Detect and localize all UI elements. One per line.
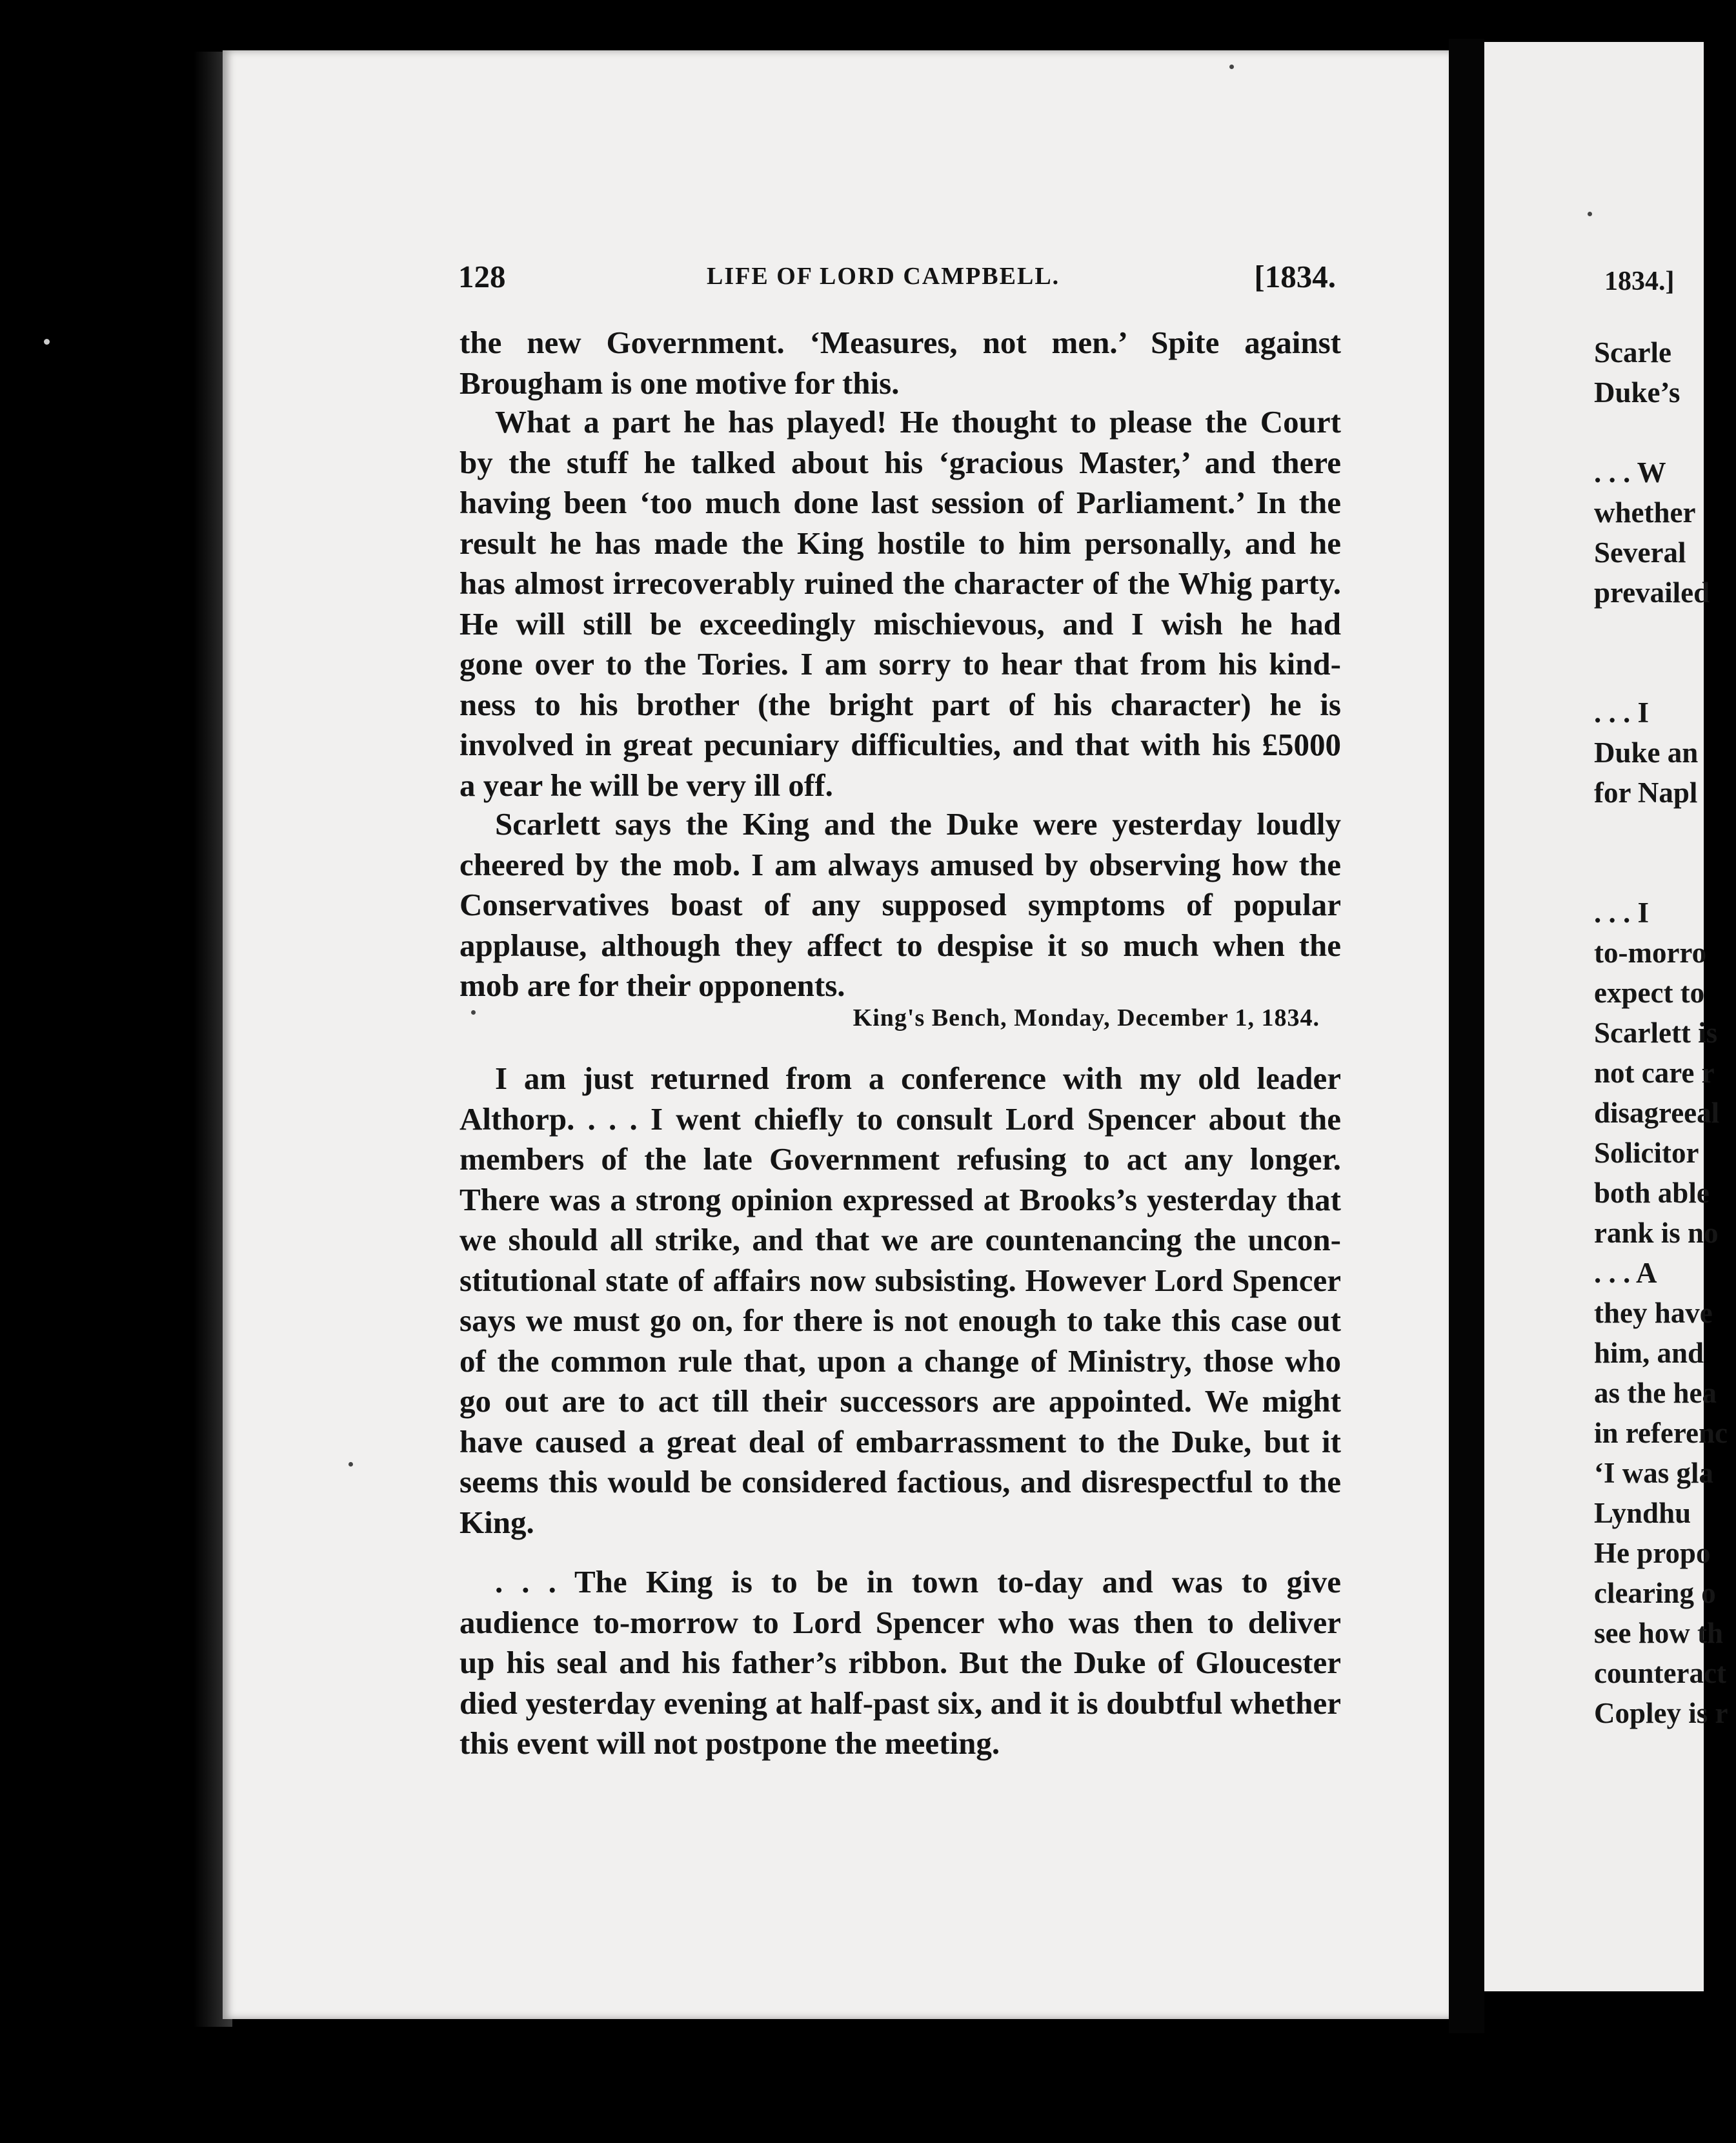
right-text-line: He propo <box>1594 1537 1711 1569</box>
text-line: a year he will be very ill off. <box>459 767 833 803</box>
right-text-line: him, and <box>1594 1337 1704 1369</box>
text-line: cheered by the mob. I am always amused by observing how the <box>459 846 1341 882</box>
page-speck <box>1588 212 1592 216</box>
text-line: Conservatives boast of any supposed symptoms of popular <box>459 887 1341 922</box>
right-text-line <box>1594 853 1736 893</box>
right-text-line: see how th <box>1594 1617 1723 1649</box>
text-line: result he has made the King hostile to him personally, and he <box>459 525 1341 561</box>
text-line: mob are for their opponents. <box>459 968 845 1003</box>
right-text-line: . . . I <box>1594 897 1650 929</box>
right-text-line <box>1594 653 1736 693</box>
right-text-line: Scarlett is <box>1594 1017 1718 1049</box>
paragraph-3 <box>459 804 1341 1006</box>
text-line: applause, although they affect to despise it so much when the <box>459 927 1341 963</box>
text-line: says we must go on, for there is not enough to take this case out <box>459 1303 1341 1338</box>
right-page-text-fragment <box>1594 332 1736 1733</box>
right-text-line: . . . I <box>1594 696 1650 729</box>
text-line: members of the late Government refusing to act any longer. <box>459 1141 1341 1177</box>
paragraph-2 <box>459 402 1341 806</box>
text-line: I am just returned from a conference with my old leader <box>495 1061 1341 1096</box>
text-line: stitutional state of affairs now subsisting. However Lord Spencer <box>459 1262 1341 1298</box>
right-text-line: Duke an <box>1594 736 1699 769</box>
page-speck <box>44 339 50 345</box>
right-text-line <box>1594 613 1736 653</box>
text-line: . . . The King is to be in town to-day and was to give <box>495 1564 1341 1600</box>
right-text-line: disagreeal <box>1594 1097 1720 1129</box>
right-text-line: they have <box>1594 1297 1713 1329</box>
page-speck <box>1229 65 1234 69</box>
text-line: gone over to the Tories. I am sorry to hear that from his kind- <box>459 646 1341 682</box>
text-line: up his seal and his father’s ribbon. But the Duke of Gloucester <box>459 1645 1341 1680</box>
text-line: Brougham is one motive for this. <box>459 365 900 401</box>
right-text-line: Duke’s <box>1594 376 1680 409</box>
text-line: the new Government. ‘Measures, not men.’ Spite against <box>459 325 1341 360</box>
right-text-line: Solicitor <box>1594 1137 1699 1169</box>
right-page-header-year: 1834.] <box>1604 267 1675 296</box>
text-line: having been ‘too much done last session of Parliament.’ In the <box>459 485 1341 520</box>
text-line: this event will not postpone the meeting. <box>459 1725 1000 1761</box>
right-text-line: . . . W <box>1594 456 1666 489</box>
right-text-line: ‘I was gla <box>1594 1457 1714 1489</box>
text-line: go out are to act till their successors are appointed. We might <box>459 1383 1341 1419</box>
dateline: King's Bench, Monday, December 1, 1834. <box>853 1004 1320 1031</box>
text-line: Scarlett says the King and the Duke were yesterday loudly <box>495 806 1341 842</box>
right-text-line: Several <box>1594 536 1686 569</box>
right-text-line: clearing o <box>1594 1577 1716 1609</box>
text-line: seems this would be considered factious, and disrespectful to the <box>459 1464 1341 1499</box>
right-text-line: . . . A <box>1594 1257 1657 1289</box>
right-text-line: to-morro <box>1594 937 1707 969</box>
text-line: Althorp. . . . I went chiefly to consult Lord Spencer about the <box>459 1101 1341 1137</box>
text-line: died yesterday evening at half-past six, and it is doubtful whether <box>459 1685 1341 1721</box>
right-text-line: Scarle <box>1594 336 1671 369</box>
right-text-line: in referenc <box>1594 1417 1728 1449</box>
right-text-line: counteract <box>1594 1657 1726 1689</box>
right-text-line: for Napl <box>1594 777 1698 809</box>
paragraph-1 <box>459 323 1341 403</box>
text-line: What a part he has played! He thought to please the Court <box>495 404 1341 440</box>
text-line: we should all strike, and that we are countenancing the uncon- <box>459 1222 1341 1257</box>
text-line: There was a strong opinion expressed at Brooks’s yesterday that <box>459 1181 1341 1217</box>
right-text-line: expect to <box>1594 977 1705 1009</box>
text-line: by the stuff he talked about his ‘gracious Master,’ and there <box>459 444 1341 480</box>
page-speck <box>348 1462 353 1467</box>
right-text-line <box>1594 412 1736 452</box>
paragraph-4 <box>459 1059 1341 1543</box>
running-header <box>458 258 1336 303</box>
right-text-line: Lyndhu <box>1594 1497 1691 1529</box>
paragraph-5 <box>459 1562 1341 1764</box>
header-year: [1834. <box>1254 259 1336 294</box>
running-title: LIFE OF LORD CAMPBELL. <box>707 263 1060 290</box>
right-text-line: prevailed <box>1594 576 1710 609</box>
text-line: have caused a great deal of embarrassment to the Duke, but it <box>459 1423 1341 1459</box>
text-line: He will still be exceedingly mischievous, and I wish he had <box>459 605 1341 642</box>
right-text-line: not care r <box>1594 1057 1715 1089</box>
page-number: 128 <box>458 259 506 294</box>
text-line: ness to his brother (the bright part of his character) he is <box>459 686 1341 722</box>
right-text-line: Copley is r <box>1594 1697 1728 1729</box>
page-speck <box>471 1010 476 1015</box>
right-text-line: both able <box>1594 1177 1710 1209</box>
text-line: involved in great pecuniary difficulties, and that with his £5000 <box>459 727 1341 762</box>
right-text-line <box>1594 813 1736 853</box>
right-text-line: rank is no <box>1594 1217 1719 1249</box>
text-line: audience to-morrow to Lord Spencer who was then to deliver <box>459 1604 1341 1640</box>
page-gutter <box>1449 39 1484 2033</box>
right-text-line: whether <box>1594 496 1696 529</box>
text-line: King. <box>459 1504 534 1540</box>
text-line: of the common rule that, upon a change of Ministry, those who <box>459 1343 1341 1379</box>
right-text-line: as the hea <box>1594 1377 1717 1409</box>
text-line: has almost irrecoverably ruined the character of the Whig party. <box>459 565 1341 601</box>
